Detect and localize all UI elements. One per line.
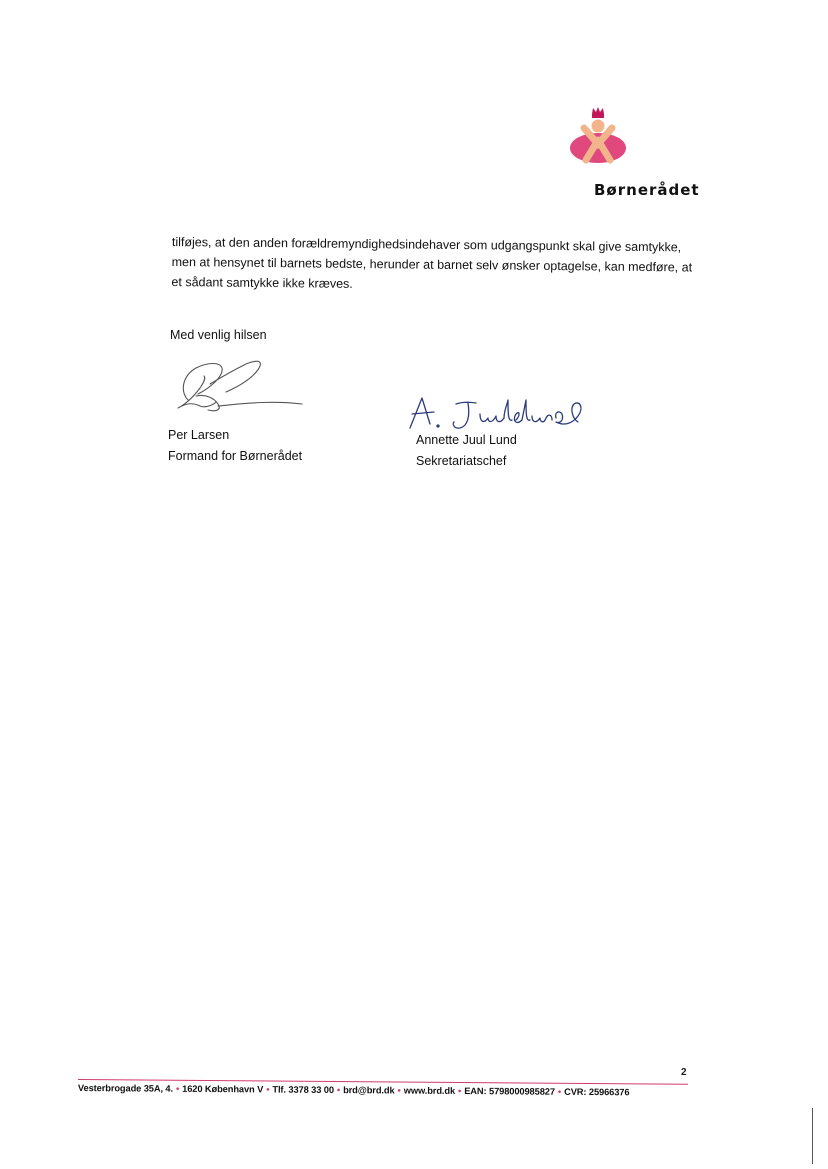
signatory-block [168,425,302,467]
footer-separator: • [266,1084,270,1095]
footer-website: www.brd.dk [403,1085,456,1096]
signatory-title: Formand for Børnerådet [168,449,303,463]
organization-name: Børnerådet [594,181,700,199]
footer-separator: • [336,1085,341,1096]
footer-contact-line [78,1083,694,1098]
footer-separator: • [458,1085,462,1097]
signatory-title: Sekretariatschef [416,454,507,468]
body-line: et sådant samtykke ikke kræves. [171,274,353,291]
footer-separator: • [175,1083,180,1094]
signature-per-larsen [160,348,310,418]
footer-address: Vesterbrogade 35A, 4. [77,1083,174,1094]
borneraadet-logo [566,106,630,170]
crown-icon [592,107,604,118]
footer-city: 1620 København V [182,1083,264,1095]
body-line: men at hensynet til barnets bedste, herunder at barnet selv ønsker optagelse, kan medføre, at [171,254,693,275]
footer-separator: • [397,1085,401,1096]
letter-body [171,232,732,298]
scan-edge-line [812,1108,813,1164]
body-line: tilføjes, at den anden forældremyndighedsindehaver som udgangspunkt skal give samtykke, [171,234,682,255]
footer-email: brd@brd.dk [343,1085,395,1096]
footer-cvr: CVR: 25966376 [564,1086,630,1098]
page-number: 2 [681,1067,687,1078]
signature-annette-juul-lund [404,392,590,434]
footer-separator: • [557,1086,562,1097]
footer-phone: Tlf. 3378 33 00 [272,1084,334,1096]
footer-ean: EAN: 5798000985827 [464,1086,555,1097]
signatory-name: Annette Juul Lund [416,433,517,447]
closing-greeting: Med venlig hilsen [170,328,267,342]
signatory-name: Per Larsen [168,428,230,442]
signatory-block [416,430,517,472]
